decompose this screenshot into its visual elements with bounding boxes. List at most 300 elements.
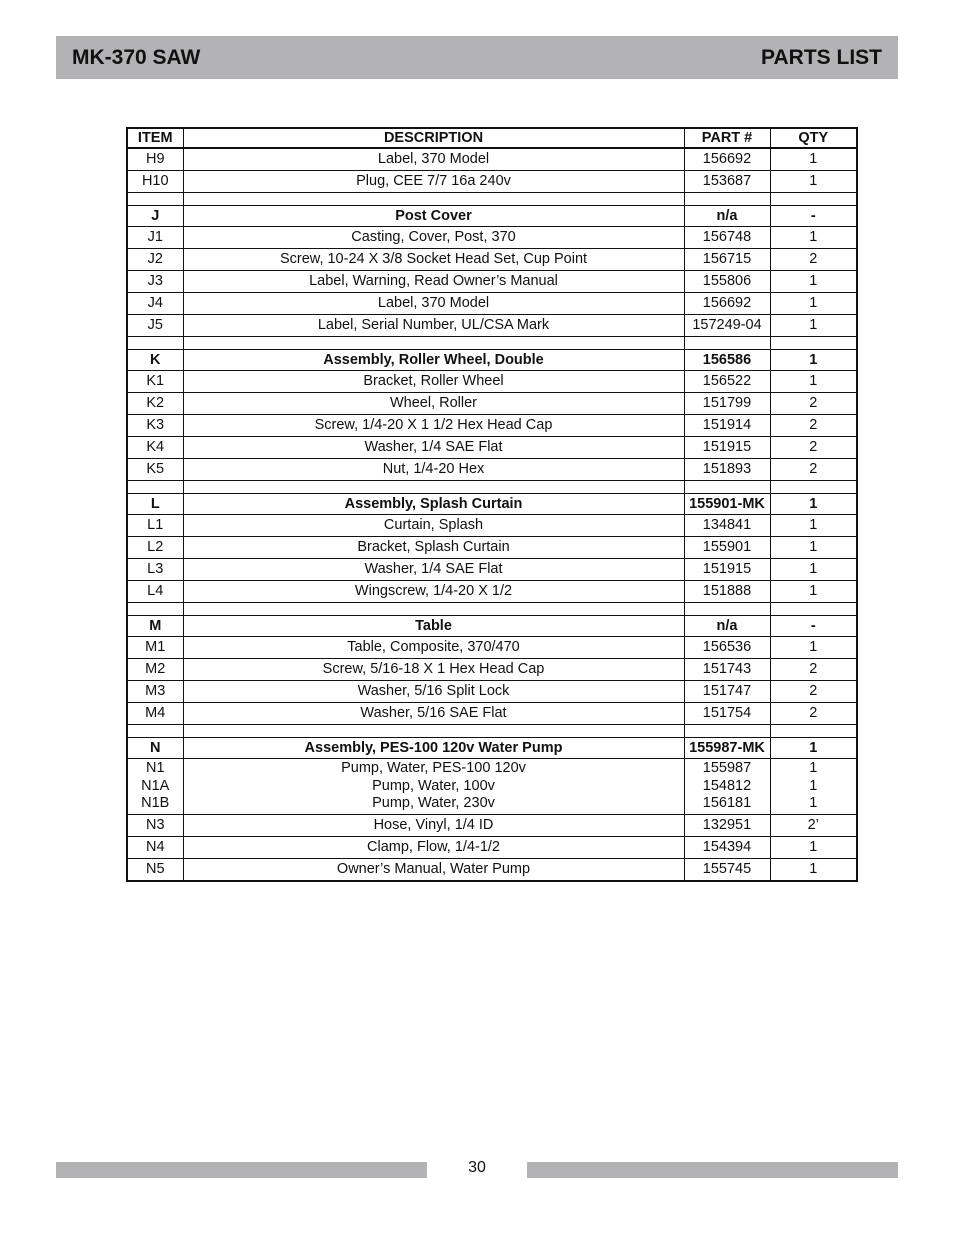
cell-description-text: Wingscrew, 1/4-20 X 1/2: [354, 583, 513, 599]
cell-qty-text: -: [810, 617, 816, 634]
cell-qty-text: 1: [809, 539, 818, 555]
cell-item: [127, 659, 183, 681]
footer-bar-right: [527, 1162, 898, 1178]
table-row: [127, 515, 857, 537]
cell-qty: [770, 814, 857, 836]
cell-description: [183, 759, 684, 815]
cell-item-text: J1: [147, 229, 163, 245]
cell-qty: [770, 537, 857, 559]
cell-part-number: [684, 537, 770, 559]
cell-qty-text: 1: [809, 295, 818, 311]
cell-description: [183, 637, 684, 659]
cell-item: [127, 293, 183, 315]
document-title: MK-370 SAW: [72, 45, 201, 69]
cell-qty-text: 1: [809, 517, 818, 533]
cell-description: [183, 437, 684, 459]
cell-part-number: [684, 171, 770, 193]
cell-part-number: [684, 858, 770, 881]
cell-description-text: Post Cover: [395, 207, 472, 224]
group-row: [127, 616, 857, 637]
spacer-row: [127, 725, 857, 738]
cell-description-text: Table, Composite, 370/470: [347, 639, 520, 655]
cell-description: [183, 148, 684, 171]
cell-item-text: H9: [145, 151, 165, 167]
cell-qty: [770, 148, 857, 171]
table-row: [127, 371, 857, 393]
cell-part-number-text: 154812: [702, 777, 752, 794]
cell-description-text: Label, Serial Number, UL/CSA Mark: [317, 317, 550, 333]
spacer-cell: [684, 193, 770, 206]
cell-item-text: N: [150, 739, 161, 756]
cell-part-number: [684, 681, 770, 703]
cell-qty: [770, 350, 857, 371]
cell-part-number-text: 151915: [702, 439, 752, 455]
cell-item: [127, 393, 183, 415]
cell-qty-text: 1: [809, 151, 818, 167]
cell-description: [183, 537, 684, 559]
cell-item: [127, 836, 183, 858]
cell-part-number-text: 132951: [702, 816, 752, 833]
cell-description-text: Assembly, Roller Wheel, Double: [323, 351, 544, 368]
cell-qty: [770, 738, 857, 759]
cell-description: [183, 249, 684, 271]
cell-item-text: N1B: [141, 795, 170, 811]
cell-item-text: N3: [145, 816, 165, 833]
cell-item: [127, 858, 183, 881]
group-row: [127, 350, 857, 371]
cell-qty-text: 1: [809, 561, 818, 577]
spacer-cell: [770, 481, 857, 494]
cell-description-text: Washer, 1/4 SAE Flat: [364, 561, 503, 577]
cell-qty-text: 2: [809, 417, 818, 433]
cell-item-text: J3: [147, 273, 163, 289]
spacer-cell: [770, 725, 857, 738]
cell-part-number: [684, 206, 770, 227]
cell-qty: [770, 437, 857, 459]
cell-qty-text: -: [810, 207, 816, 224]
cell-qty: [770, 559, 857, 581]
cell-qty: [770, 637, 857, 659]
spacer-row: [127, 337, 857, 350]
cell-part-number-text: 151915: [702, 561, 752, 577]
cell-part-number: [684, 249, 770, 271]
cell-description: [183, 858, 684, 881]
table-row: [127, 703, 857, 725]
cell-item: [127, 703, 183, 725]
cell-part-number-text: 155901: [702, 539, 752, 555]
cell-item-text: K: [150, 351, 161, 368]
cell-item-text: K2: [146, 395, 165, 411]
cell-qty-text: 2: [809, 705, 818, 721]
cell-qty: [770, 836, 857, 858]
column-header-description: DESCRIPTION: [183, 128, 684, 148]
cell-description: [183, 206, 684, 227]
cell-part-number-text: 157249-04: [692, 317, 762, 333]
cell-description: [183, 659, 684, 681]
cell-qty: [770, 515, 857, 537]
cell-item: [127, 148, 183, 171]
spacer-cell: [183, 603, 684, 616]
table-row: [127, 559, 857, 581]
spacer-cell: [127, 603, 183, 616]
cell-qty-text: 2: [809, 439, 818, 455]
cell-qty-text: 1: [809, 795, 818, 811]
cell-qty-text: 2: [809, 251, 818, 267]
spacer-cell: [127, 725, 183, 738]
cell-description: [183, 814, 684, 836]
cell-item-text: N5: [145, 860, 165, 877]
cell-item: [127, 350, 183, 371]
cell-part-number-text: 155745: [702, 860, 752, 877]
cell-item: [127, 459, 183, 481]
cell-part-number: [684, 393, 770, 415]
cell-description-text: Wheel, Roller: [389, 395, 478, 411]
group-row: [127, 494, 857, 515]
cell-item: [127, 206, 183, 227]
cell-description-text: Casting, Cover, Post, 370: [351, 229, 516, 245]
cell-part-number: [684, 836, 770, 858]
column-header-qty: QTY: [770, 128, 857, 148]
cell-item-text: K4: [146, 439, 165, 455]
cell-item-text: K3: [146, 417, 165, 433]
spacer-row: [127, 603, 857, 616]
cell-qty: [770, 759, 857, 815]
cell-part-number: [684, 616, 770, 637]
cell-item-text: J: [151, 207, 160, 224]
cell-part-number-text: 155901-MK: [689, 495, 765, 512]
cell-item-text: N1: [145, 760, 165, 776]
cell-qty-text: 1: [809, 351, 818, 368]
cell-description-text: Table: [415, 617, 452, 634]
table-row: [127, 271, 857, 293]
cell-qty-text: 1: [809, 838, 818, 855]
cell-qty: [770, 858, 857, 881]
cell-description-text: Assembly, Splash Curtain: [344, 495, 523, 512]
spacer-cell: [684, 481, 770, 494]
column-header-part-number: PART #: [684, 128, 770, 148]
group-row: [127, 738, 857, 759]
cell-item-text: M: [149, 617, 162, 634]
cell-qty: [770, 171, 857, 193]
cell-description-text: Plug, CEE 7/7 16a 240v: [356, 173, 511, 189]
cell-qty-text: 1: [809, 317, 818, 333]
table-row: [127, 315, 857, 337]
cell-item: [127, 415, 183, 437]
cell-item: [127, 738, 183, 759]
cell-part-number: [684, 659, 770, 681]
cell-description: [183, 559, 684, 581]
cell-description-text: Assembly, PES-100 120v Water Pump: [304, 739, 563, 756]
cell-description: [183, 494, 684, 515]
cell-item-text: M4: [145, 705, 166, 721]
cell-part-number: [684, 315, 770, 337]
cell-part-number-text: 151743: [702, 661, 752, 677]
cell-part-number-text: n/a: [716, 617, 738, 634]
cell-item: [127, 759, 183, 815]
cell-description: [183, 581, 684, 603]
cell-item-text: J4: [147, 295, 163, 311]
cell-qty: [770, 459, 857, 481]
cell-description: [183, 371, 684, 393]
cell-item: [127, 315, 183, 337]
cell-item: [127, 681, 183, 703]
spacer-cell: [770, 337, 857, 350]
spacer-cell: [770, 193, 857, 206]
cell-item: [127, 371, 183, 393]
table-row: [127, 759, 857, 815]
cell-item: [127, 616, 183, 637]
table-row: [127, 227, 857, 249]
cell-qty: [770, 703, 857, 725]
cell-description-text: Owner’s Manual, Water Pump: [336, 860, 531, 877]
cell-description-text: Bracket, Splash Curtain: [357, 539, 510, 555]
cell-part-number: [684, 227, 770, 249]
cell-qty: [770, 249, 857, 271]
table-header-row: [127, 128, 857, 148]
table-row: [127, 437, 857, 459]
parts-table: [126, 127, 858, 882]
cell-part-number: [684, 415, 770, 437]
cell-description-text: Pump, Water, PES-100 120v: [341, 760, 526, 776]
cell-description-text: Pump, Water, 100v: [372, 777, 495, 794]
table-row: [127, 581, 857, 603]
cell-item-text: L: [150, 495, 160, 512]
cell-item: [127, 271, 183, 293]
cell-part-number-text: 151799: [702, 395, 752, 411]
section-title: PARTS LIST: [761, 45, 882, 69]
spacer-cell: [127, 337, 183, 350]
cell-part-number: [684, 738, 770, 759]
cell-description: [183, 836, 684, 858]
cell-description: [183, 616, 684, 637]
cell-part-number-text: 151888: [702, 583, 752, 599]
cell-qty-text: 1: [809, 173, 818, 189]
cell-qty: [770, 206, 857, 227]
cell-item: [127, 249, 183, 271]
cell-description: [183, 681, 684, 703]
spacer-row: [127, 193, 857, 206]
cell-description-text: Hose, Vinyl, 1/4 ID: [373, 816, 494, 833]
cell-description-text: Curtain, Splash: [383, 517, 484, 533]
cell-part-number: [684, 559, 770, 581]
table-row: [127, 249, 857, 271]
column-header-item: ITEM: [127, 128, 183, 148]
spacer-cell: [684, 337, 770, 350]
cell-qty: [770, 227, 857, 249]
cell-description: [183, 459, 684, 481]
cell-qty: [770, 494, 857, 515]
table-row: [127, 148, 857, 171]
cell-item: [127, 227, 183, 249]
table-row: [127, 659, 857, 681]
cell-part-number-text: 151747: [702, 683, 752, 699]
cell-qty-text: 1: [809, 777, 818, 794]
table-row: [127, 814, 857, 836]
cell-qty-text: 1: [809, 229, 818, 245]
cell-part-number-text: 151754: [702, 705, 752, 721]
cell-qty-text: 2: [809, 395, 818, 411]
cell-description-text: Washer, 5/16 Split Lock: [357, 683, 510, 699]
cell-part-number: [684, 814, 770, 836]
cell-item: [127, 171, 183, 193]
cell-qty: [770, 659, 857, 681]
cell-item-text: J5: [147, 317, 163, 333]
cell-item-text: L2: [147, 539, 164, 555]
cell-part-number-text: 155987: [702, 760, 752, 776]
cell-qty-text: 2’: [807, 816, 819, 833]
cell-item-text: M1: [145, 639, 166, 655]
spacer-cell: [684, 725, 770, 738]
cell-item: [127, 814, 183, 836]
spacer-cell: [183, 725, 684, 738]
spacer-cell: [183, 481, 684, 494]
cell-part-number: [684, 703, 770, 725]
page-header: [56, 36, 898, 79]
cell-qty-text: 1: [809, 583, 818, 599]
cell-description: [183, 350, 684, 371]
parts-table-body: [127, 148, 857, 881]
cell-description-text: Washer, 5/16 SAE Flat: [360, 705, 507, 721]
cell-description: [183, 227, 684, 249]
cell-part-number: [684, 459, 770, 481]
cell-description: [183, 515, 684, 537]
cell-qty: [770, 681, 857, 703]
cell-part-number-text: 156586: [702, 351, 752, 368]
cell-part-number: [684, 515, 770, 537]
cell-description-text: Pump, Water, 230v: [372, 795, 495, 811]
cell-description: [183, 393, 684, 415]
cell-item-text: K1: [146, 373, 165, 389]
cell-qty-text: 1: [809, 373, 818, 389]
table-row: [127, 393, 857, 415]
cell-description: [183, 415, 684, 437]
cell-qty: [770, 271, 857, 293]
spacer-cell: [127, 193, 183, 206]
cell-part-number: [684, 148, 770, 171]
cell-qty: [770, 315, 857, 337]
cell-description-text: Label, 370 Model: [377, 151, 490, 167]
cell-part-number: [684, 271, 770, 293]
cell-item: [127, 515, 183, 537]
cell-part-number: [684, 637, 770, 659]
cell-part-number-text: 153687: [702, 173, 752, 189]
spacer-cell: [684, 603, 770, 616]
cell-part-number-text: 134841: [702, 517, 752, 533]
cell-description-text: Screw, 5/16-18 X 1 Hex Head Cap: [322, 661, 545, 677]
cell-description-text: Nut, 1/4-20 Hex: [382, 461, 485, 477]
cell-qty-text: 1: [809, 495, 818, 512]
cell-qty: [770, 293, 857, 315]
cell-description-text: Bracket, Roller Wheel: [363, 373, 504, 389]
cell-part-number-text: n/a: [716, 207, 738, 224]
cell-part-number-text: 156181: [702, 795, 752, 811]
cell-description-text: Label, Warning, Read Owner’s Manual: [309, 273, 558, 289]
cell-item: [127, 559, 183, 581]
cell-qty-text: 2: [809, 683, 818, 699]
table-row: [127, 415, 857, 437]
spacer-cell: [183, 337, 684, 350]
cell-qty-text: 2: [809, 461, 818, 477]
cell-item: [127, 637, 183, 659]
cell-part-number-text: 151914: [702, 417, 752, 433]
footer-bar-left: [56, 1162, 427, 1178]
table-row: [127, 681, 857, 703]
cell-qty: [770, 581, 857, 603]
spacer-row: [127, 481, 857, 494]
cell-item-text: M2: [145, 661, 166, 677]
cell-part-number-text: 156522: [702, 373, 752, 389]
cell-description-text: Washer, 1/4 SAE Flat: [364, 439, 503, 455]
cell-item-text: L4: [147, 583, 164, 599]
cell-part-number-text: 156748: [702, 229, 752, 245]
cell-qty: [770, 616, 857, 637]
cell-part-number: [684, 581, 770, 603]
cell-part-number-text: 155987-MK: [689, 739, 765, 756]
cell-item-text: M3: [145, 683, 166, 699]
cell-part-number-text: 156692: [702, 295, 752, 311]
cell-part-number-text: 156692: [702, 151, 752, 167]
table-row: [127, 293, 857, 315]
cell-item: [127, 494, 183, 515]
cell-part-number: [684, 437, 770, 459]
table-row: [127, 171, 857, 193]
cell-description: [183, 271, 684, 293]
cell-item-text: J2: [147, 251, 163, 267]
table-row: [127, 836, 857, 858]
cell-item-text: L1: [147, 517, 164, 533]
table-row: [127, 537, 857, 559]
spacer-cell: [183, 193, 684, 206]
cell-description-text: Label, 370 Model: [377, 295, 490, 311]
cell-part-number: [684, 371, 770, 393]
cell-part-number: [684, 350, 770, 371]
cell-qty-text: 1: [809, 739, 818, 756]
cell-qty: [770, 415, 857, 437]
spacer-cell: [127, 481, 183, 494]
page-number: 30: [468, 1159, 486, 1176]
cell-item: [127, 437, 183, 459]
cell-part-number-text: 156715: [702, 251, 752, 267]
cell-description: [183, 171, 684, 193]
cell-description-text: Clamp, Flow, 1/4-1/2: [367, 838, 500, 855]
cell-item-text: L3: [147, 561, 164, 577]
cell-description-text: Screw, 10-24 X 3/8 Socket Head Set, Cup Point: [279, 251, 588, 267]
cell-item-text: K5: [146, 461, 165, 477]
cell-qty-text: 1: [809, 860, 818, 877]
cell-part-number: [684, 759, 770, 815]
cell-part-number-text: 151893: [702, 461, 752, 477]
cell-part-number: [684, 494, 770, 515]
cell-part-number-text: 156536: [702, 639, 752, 655]
cell-qty-text: 2: [809, 661, 818, 677]
group-row: [127, 206, 857, 227]
cell-qty-text: 1: [809, 760, 818, 776]
cell-description: [183, 315, 684, 337]
cell-item-text: H10: [141, 173, 169, 189]
cell-qty: [770, 393, 857, 415]
cell-item: [127, 581, 183, 603]
table-row: [127, 637, 857, 659]
cell-part-number: [684, 293, 770, 315]
cell-description: [183, 703, 684, 725]
cell-qty-text: 1: [809, 639, 818, 655]
cell-description: [183, 738, 684, 759]
table-row: [127, 459, 857, 481]
cell-item-text: N1A: [141, 777, 170, 794]
cell-item: [127, 537, 183, 559]
cell-description-text: Screw, 1/4-20 X 1 1/2 Hex Head Cap: [314, 417, 553, 433]
cell-qty: [770, 371, 857, 393]
